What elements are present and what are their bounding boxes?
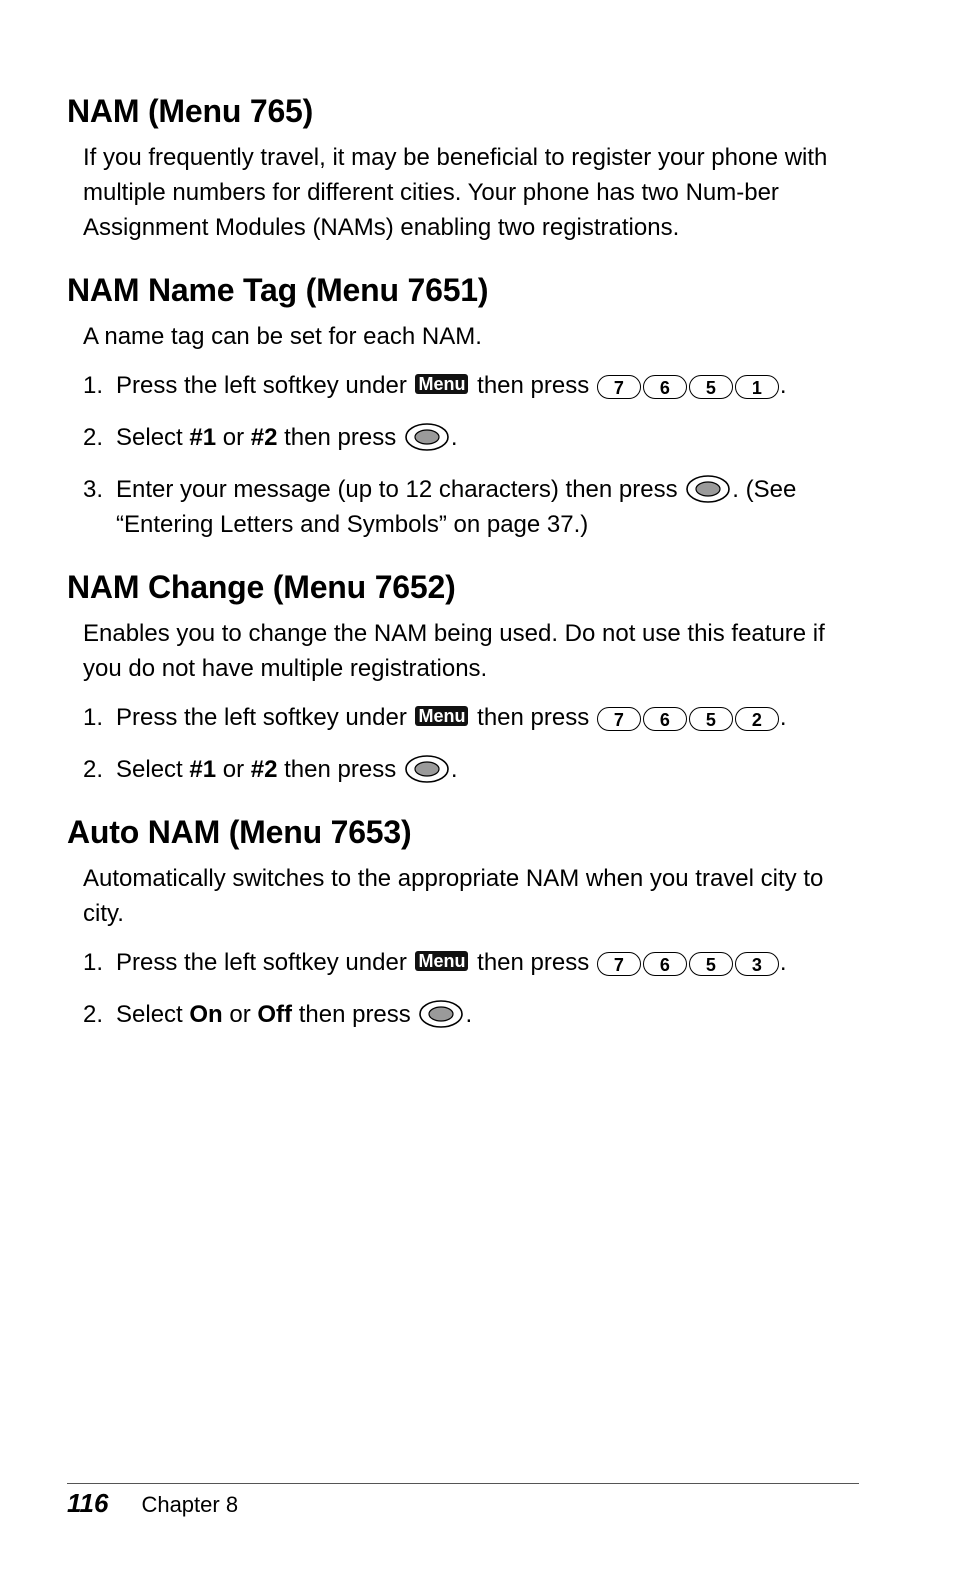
section-nam-name-tag <box>67 267 857 542</box>
step-text-part: then press <box>277 424 403 451</box>
menu-softkey-icon: Menu <box>415 374 468 394</box>
option-label: #2 <box>250 424 278 451</box>
section-intro: If you frequently travel, it may be beneficial to register your phone with multiple numbers for different cities. Your phone has two Num-ber Assignment Modules (NAMs) enabling two registrations. <box>83 144 828 241</box>
step-number: 1. <box>83 372 104 399</box>
step-item <box>83 945 857 980</box>
option-label: Off <box>257 1001 293 1028</box>
key-6-icon: 6 <box>643 952 687 976</box>
step-text-part: . <box>779 949 787 976</box>
step-item <box>83 700 857 735</box>
step-text-part: Press the left softkey under <box>116 372 414 399</box>
step-number: 3. <box>83 476 104 503</box>
step-number: 2. <box>83 756 104 783</box>
step-text <box>116 700 857 735</box>
step-text-part: Select <box>116 1001 190 1028</box>
step-text-part: then press <box>470 949 596 976</box>
step-text-part: . <box>779 704 787 731</box>
option-label: #1 <box>189 756 217 783</box>
menu-softkey-icon: Menu <box>415 951 468 971</box>
step-text <box>116 420 857 455</box>
step-text-part: Enter your message (up to 12 characters) then press <box>116 476 685 503</box>
key-5-icon: 5 <box>689 707 733 731</box>
key-3-icon: 3 <box>735 952 779 976</box>
key-7-icon: 7 <box>597 952 641 976</box>
step-item <box>83 420 857 455</box>
step-list <box>83 368 857 542</box>
step-list <box>83 945 857 1032</box>
step-text-part: . <box>779 372 787 399</box>
step-text <box>116 997 857 1032</box>
footer-divider <box>67 1483 859 1484</box>
step-text-part: . <box>450 424 458 451</box>
section-auto-nam <box>67 809 857 1032</box>
step-text-part: Press the left softkey under <box>116 949 414 976</box>
step-number: 2. <box>83 1001 104 1028</box>
page-number: 116 <box>67 1488 109 1518</box>
section-nam-change <box>67 564 857 787</box>
ok-key-icon <box>404 422 450 452</box>
step-text-part: then press <box>470 704 596 731</box>
option-label: #1 <box>189 424 217 451</box>
step-item <box>83 472 857 542</box>
key-7-icon: 7 <box>597 375 641 399</box>
step-text-part: Select <box>116 756 190 783</box>
step-text-part: . (See “Entering Letters and Symbols” on page 37.) <box>116 476 797 538</box>
section-intro: Enables you to change the NAM being used. Do not use this feature if you do not have multiple registrations. <box>83 620 825 682</box>
step-text <box>116 752 857 787</box>
section-title: NAM Change (Menu 7652) <box>67 569 456 605</box>
key-5-icon: 5 <box>689 952 733 976</box>
section-title: Auto NAM (Menu 7653) <box>67 814 412 850</box>
section-intro: Automatically switches to the appropriate NAM when you travel city to city. <box>83 865 824 927</box>
key-6-icon: 6 <box>643 707 687 731</box>
step-text-part: or <box>216 424 251 451</box>
step-text-part: then press <box>470 372 596 399</box>
key-6-icon: 6 <box>643 375 687 399</box>
step-text <box>116 472 857 542</box>
key-2-icon: 2 <box>735 707 779 731</box>
step-list <box>83 700 857 787</box>
ok-key-icon <box>418 999 464 1029</box>
chapter-label: Chapter 8 <box>141 1492 239 1517</box>
section-nam <box>67 88 857 245</box>
step-item <box>83 368 857 403</box>
step-number: 2. <box>83 424 104 451</box>
step-text-part: Select <box>116 424 190 451</box>
key-5-icon: 5 <box>689 375 733 399</box>
step-number: 1. <box>83 949 104 976</box>
step-text <box>116 368 857 403</box>
key-1-icon: 1 <box>735 375 779 399</box>
section-title: NAM (Menu 765) <box>67 93 314 129</box>
option-label: #2 <box>250 756 278 783</box>
page-footer <box>67 1488 238 1522</box>
ok-key-icon <box>404 754 450 784</box>
step-text-part: . <box>450 756 458 783</box>
section-intro: A name tag can be set for each NAM. <box>83 323 482 350</box>
step-text <box>116 945 857 980</box>
section-title: NAM Name Tag (Menu 7651) <box>67 272 489 308</box>
step-text-part: Press the left softkey under <box>116 704 414 731</box>
option-label: On <box>189 1001 223 1028</box>
step-text-part: or <box>222 1001 258 1028</box>
manual-page <box>67 88 857 1054</box>
menu-softkey-icon: Menu <box>415 706 468 726</box>
step-text-part: then press <box>277 756 403 783</box>
step-item <box>83 997 857 1032</box>
key-7-icon: 7 <box>597 707 641 731</box>
step-text-part: then press <box>292 1001 418 1028</box>
ok-key-icon <box>685 474 731 504</box>
step-number: 1. <box>83 704 104 731</box>
step-item <box>83 752 857 787</box>
step-text-part: or <box>216 756 251 783</box>
step-text-part: . <box>465 1001 473 1028</box>
